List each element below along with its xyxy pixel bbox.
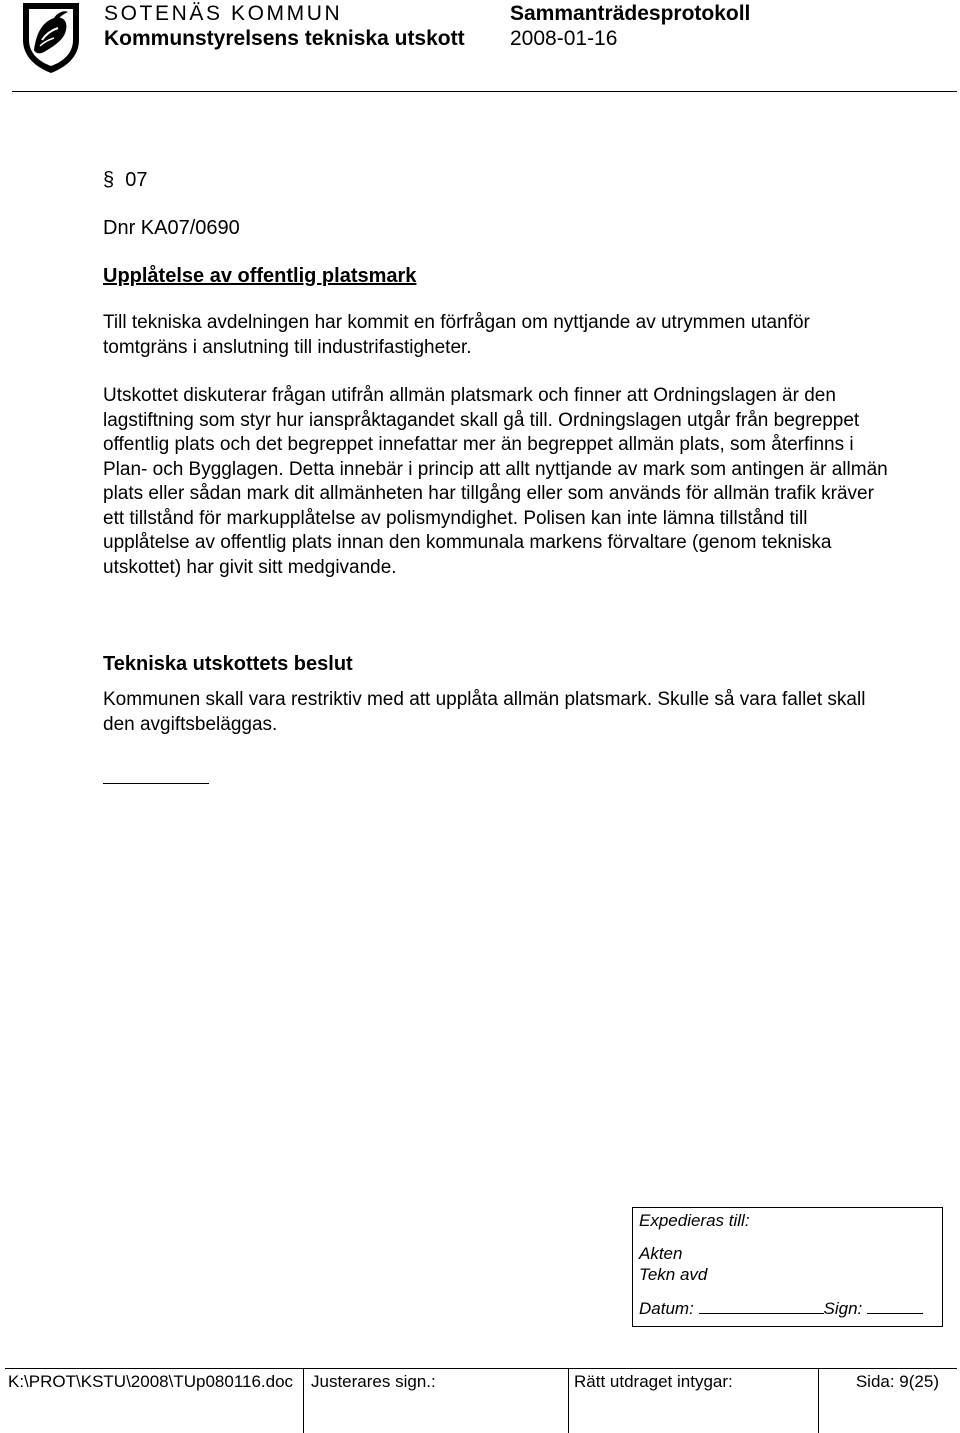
paragraph-text: Utskottet diskuterar frågan utifrån allmän platsmark och finner att Ordningslagen är den lagstiftning som styr hur ianspråktagandet skall gå till. Ordningslagen utgår från begreppet offentlig plats och det begreppet innefattar mer än begreppet allmän plats, som återfinns i Plan- och Bygglagen. Detta innebär i princip att allt nyttjande av mark som antingen är allmän plats eller sådan mark dit allmänheten har tillgång eller som används för allmän trafik kräver ett tillstånd för markupplåtelse av polismyndighet. Polisen kan inte lämna tillstånd till upplåtelse av offentlig plats innan den kommunala markens förvaltare (genom tekniska utskottet) har givit sitt medgivande.: [103, 385, 888, 578]
datum-blank: [699, 1299, 824, 1314]
meeting-date: 2008-01-16: [510, 27, 618, 50]
section-number: [103, 168, 148, 192]
decision-heading: Tekniska utskottets beslut: [103, 653, 353, 675]
datum-label: Datum:: [639, 1299, 694, 1318]
sign-blank: [867, 1299, 923, 1314]
footer-file-path: K:\PROT\KSTU\2008\TUp080116.doc: [8, 1372, 294, 1391]
end-of-section-rule: [103, 783, 209, 784]
expedition-title: Expedieras till:: [639, 1211, 750, 1230]
paragraph-text: Till tekniska avdelningen har kommit en förfrågan om nyttjande av utrymmen utanför tomtgräns i anslutning till industrifastigheter.: [103, 312, 810, 358]
recipient-item: Tekn avd: [639, 1265, 708, 1284]
paragraph: [103, 384, 893, 580]
section-number-value: 07: [125, 169, 148, 191]
document-type: Sammanträdesprotokoll: [510, 2, 751, 25]
footer-justeras: Justerares sign.:: [303, 1369, 568, 1433]
header-divider: [12, 91, 957, 92]
organization-name: SOTENÄS KOMMUN: [104, 2, 343, 25]
recipient-item: Akten: [639, 1244, 683, 1263]
municipal-coat-of-arms-logo: [20, 0, 82, 74]
paragraph: [103, 311, 893, 360]
decision-text: Kommunen skall vara restriktiv med att upplåta allmän platsmark. Skulle så vara fallet skall den avgiftsbeläggas.: [103, 689, 866, 735]
date-sign-line: [639, 1299, 923, 1319]
section-symbol: §: [103, 169, 115, 191]
section-title: Upplåtelse av offentlig platsmark: [103, 265, 417, 287]
sign-label: Sign:: [823, 1299, 863, 1318]
footer-page-number: Sida: 9(25): [818, 1369, 957, 1433]
expedition-box: [632, 1207, 943, 1327]
decision-paragraph: [103, 688, 893, 737]
diary-number: Dnr KA07/0690: [103, 217, 240, 239]
footer-utdrag: Rätt utdraget intygar:: [568, 1369, 818, 1433]
committee-name: Kommunstyrelsens tekniska utskott: [104, 27, 465, 50]
